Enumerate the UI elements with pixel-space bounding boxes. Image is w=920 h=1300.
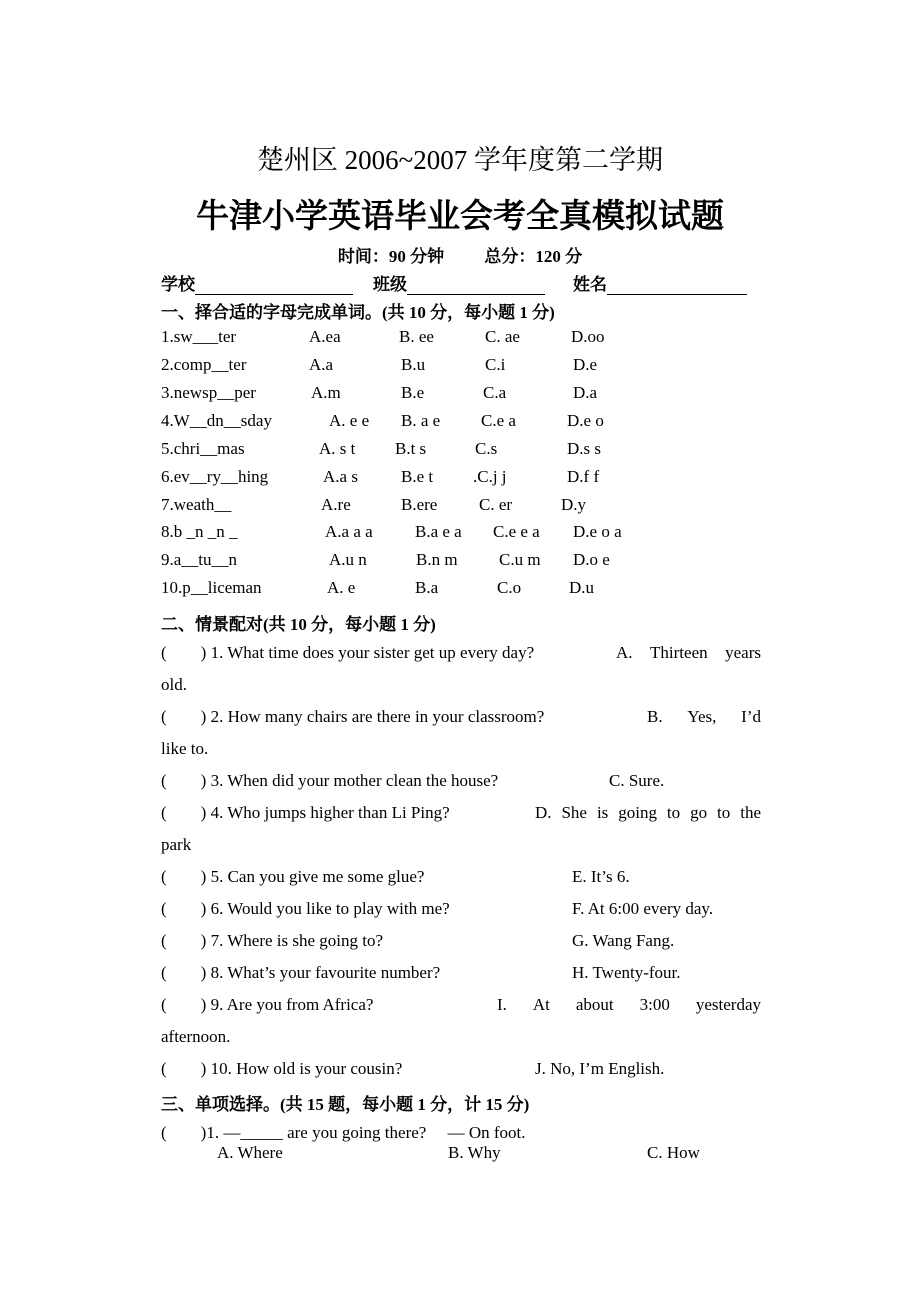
school-label: 学校 — [161, 275, 195, 294]
name-blank[interactable] — [607, 276, 747, 295]
class-label: 班级 — [373, 275, 407, 294]
section2-question: ( ) 8. What’s your favourite number? — [161, 963, 441, 982]
section3-q1-option-b: B. Why — [448, 1143, 501, 1162]
section2-question: ( ) 10. How old is your cousin? — [161, 1059, 403, 1078]
section1-option-d: D.s s — [567, 439, 602, 458]
section1-question: 6.ev__ry__hing — [161, 467, 269, 486]
section2-answer-continued: afternoon. — [161, 1027, 231, 1046]
section1-option-b: B.a — [415, 578, 439, 597]
section1-option-b: B.t s — [395, 439, 427, 458]
section1-question: 2.comp__ter — [161, 355, 247, 374]
section2-item — [161, 637, 761, 669]
section1-option-b: B.ere — [401, 495, 438, 514]
section2-question: ( ) 6. Would you like to play with me? — [161, 899, 450, 918]
section1-option-b: B.n m — [416, 550, 458, 569]
section2-answer: D. She is going to go to the — [535, 803, 761, 822]
section1-item — [161, 383, 761, 407]
section2-answer: G. Wang Fang. — [572, 931, 675, 950]
section2-question: ( ) 3. When did your mother clean the house? — [161, 771, 499, 790]
section2-answer: C. Sure. — [609, 771, 665, 790]
class-blank[interactable] — [407, 276, 545, 295]
section1-item — [161, 467, 761, 491]
section1-option-a: A.a a a — [325, 522, 373, 541]
section1-question: 5.chri__mas — [161, 439, 245, 458]
section1-option-d: D.e o a — [573, 522, 622, 541]
section2-item — [161, 765, 761, 797]
section2-answer: J. No, I’m English. — [535, 1059, 665, 1078]
section1-question: 1.sw___ter — [161, 327, 237, 346]
section2-answer-continued: like to. — [161, 739, 209, 758]
section1-option-d: D.e o — [567, 411, 604, 430]
section1-option-c: C.s — [475, 439, 498, 458]
section1-question: 3.newsp__per — [161, 383, 256, 402]
section1-option-a: A.m — [311, 383, 341, 402]
section1-option-b: B. ee — [399, 327, 434, 346]
student-info-line — [161, 270, 761, 295]
exam-meta — [0, 242, 920, 267]
section3-q1-option-c: C. How — [647, 1143, 700, 1162]
section1-option-d: D.oo — [571, 327, 605, 346]
section1-option-a: A.u n — [329, 550, 367, 569]
section1-item — [161, 522, 761, 546]
section1-option-d: D.o e — [573, 550, 610, 569]
section3-q1-option-a: A. Where — [217, 1143, 283, 1162]
section1-item — [161, 495, 761, 519]
section1-option-a: A.ea — [309, 327, 341, 346]
section2-question: ( ) 1. What time does your sister get up every day? — [161, 643, 535, 662]
section1-item — [161, 550, 761, 574]
section1-item — [161, 355, 761, 379]
section2-item — [161, 957, 761, 989]
section1-option-a: A.re — [321, 495, 351, 514]
section1-option-c: C. ae — [485, 327, 520, 346]
section2-answer: I. At about 3:00 yesterday — [497, 995, 761, 1014]
section2-item — [161, 797, 761, 829]
section1-option-d: D.e — [573, 355, 598, 374]
exam-score: 总分：120 分 — [484, 247, 583, 266]
section1-option-b: B.a e a — [415, 522, 462, 541]
section1-question: 9.a__tu__n — [161, 550, 238, 569]
section1-option-a: A.a — [309, 355, 334, 374]
section2-answer-continued: park — [161, 835, 192, 854]
section2-answer: E. It’s 6. — [572, 867, 630, 886]
section1-option-c: .C.j j — [473, 467, 507, 486]
section1-option-c: C.i — [485, 355, 506, 374]
section1-heading: 一、择合适的字母完成单词。(共 10 分，每小题 1 分) — [161, 303, 555, 322]
title-line-1: 楚州区 2006~2007 学年度第二学期 — [256, 145, 664, 175]
section1-item — [161, 327, 761, 351]
section1-question: 7.weath__ — [161, 495, 232, 514]
section2-item — [161, 701, 761, 733]
section2-heading: 二、情景配对(共 10 分，每小题 1 分) — [161, 615, 436, 634]
section1-item — [161, 439, 761, 463]
section3-question-1: ( )1. —_____ are you going there? — On foot. — [161, 1123, 526, 1142]
title-line-2: 牛津小学英语毕业会考全真模拟试题 — [196, 199, 724, 235]
section2-item — [161, 861, 761, 893]
section1-item — [161, 578, 761, 602]
section2-answer-continued: old. — [161, 675, 187, 694]
section1-option-c: C.u m — [499, 550, 541, 569]
section1-option-d: D.a — [573, 383, 598, 402]
section1-option-c: C.o — [497, 578, 522, 597]
section2-answer: F. At 6:00 every day. — [572, 899, 714, 918]
section2-question: ( ) 5. Can you give me some glue? — [161, 867, 425, 886]
section1-option-b: B.e — [401, 383, 425, 402]
section3-heading: 三、单项选择。(共 15 题，每小题 1 分，计 15 分) — [161, 1095, 530, 1114]
section2-answer: B. Yes, I’d — [647, 707, 761, 726]
section2-item — [161, 925, 761, 957]
section1-option-b: B.u — [401, 355, 426, 374]
section2-question: ( ) 4. Who jumps higher than Li Ping? — [161, 803, 450, 822]
section2-answer: A. Thirteen years — [616, 643, 761, 662]
section1-question: 4.W__dn__sday — [161, 411, 272, 430]
exam-time: 时间：90 分钟 — [337, 247, 445, 266]
section2-item — [161, 893, 761, 925]
section1-option-d: D.f f — [567, 467, 600, 486]
section1-option-b: B.e t — [401, 467, 434, 486]
name-label: 姓名 — [573, 275, 607, 294]
section1-option-a: A. s t — [319, 439, 356, 458]
section1-option-a: A. e e — [329, 411, 370, 430]
section2-question: ( ) 2. How many chairs are there in your classroom? — [161, 707, 545, 726]
section1-option-a: A. e — [327, 578, 356, 597]
section2-item — [161, 989, 761, 1021]
section2-answer: H. Twenty-four. — [572, 963, 681, 982]
section1-option-c: C.e a — [481, 411, 516, 430]
section1-question: 10.p__liceman — [161, 578, 262, 597]
section2-question: ( ) 9. Are you from Africa? — [161, 995, 374, 1014]
section1-option-a: A.a s — [323, 467, 358, 486]
section2-item — [161, 1053, 761, 1085]
section1-option-b: B. a e — [401, 411, 441, 430]
section1-option-d: D.u — [569, 578, 595, 597]
section2-question: ( ) 7. Where is she going to? — [161, 931, 384, 950]
school-blank[interactable] — [195, 276, 353, 295]
section1-question: 8.b _n _n _ — [161, 522, 238, 541]
section1-option-d: D.y — [561, 495, 587, 514]
section1-option-c: C.a — [483, 383, 507, 402]
section1-option-c: C.e e a — [493, 522, 540, 541]
section1-option-c: C. er — [479, 495, 513, 514]
section1-item — [161, 411, 761, 435]
